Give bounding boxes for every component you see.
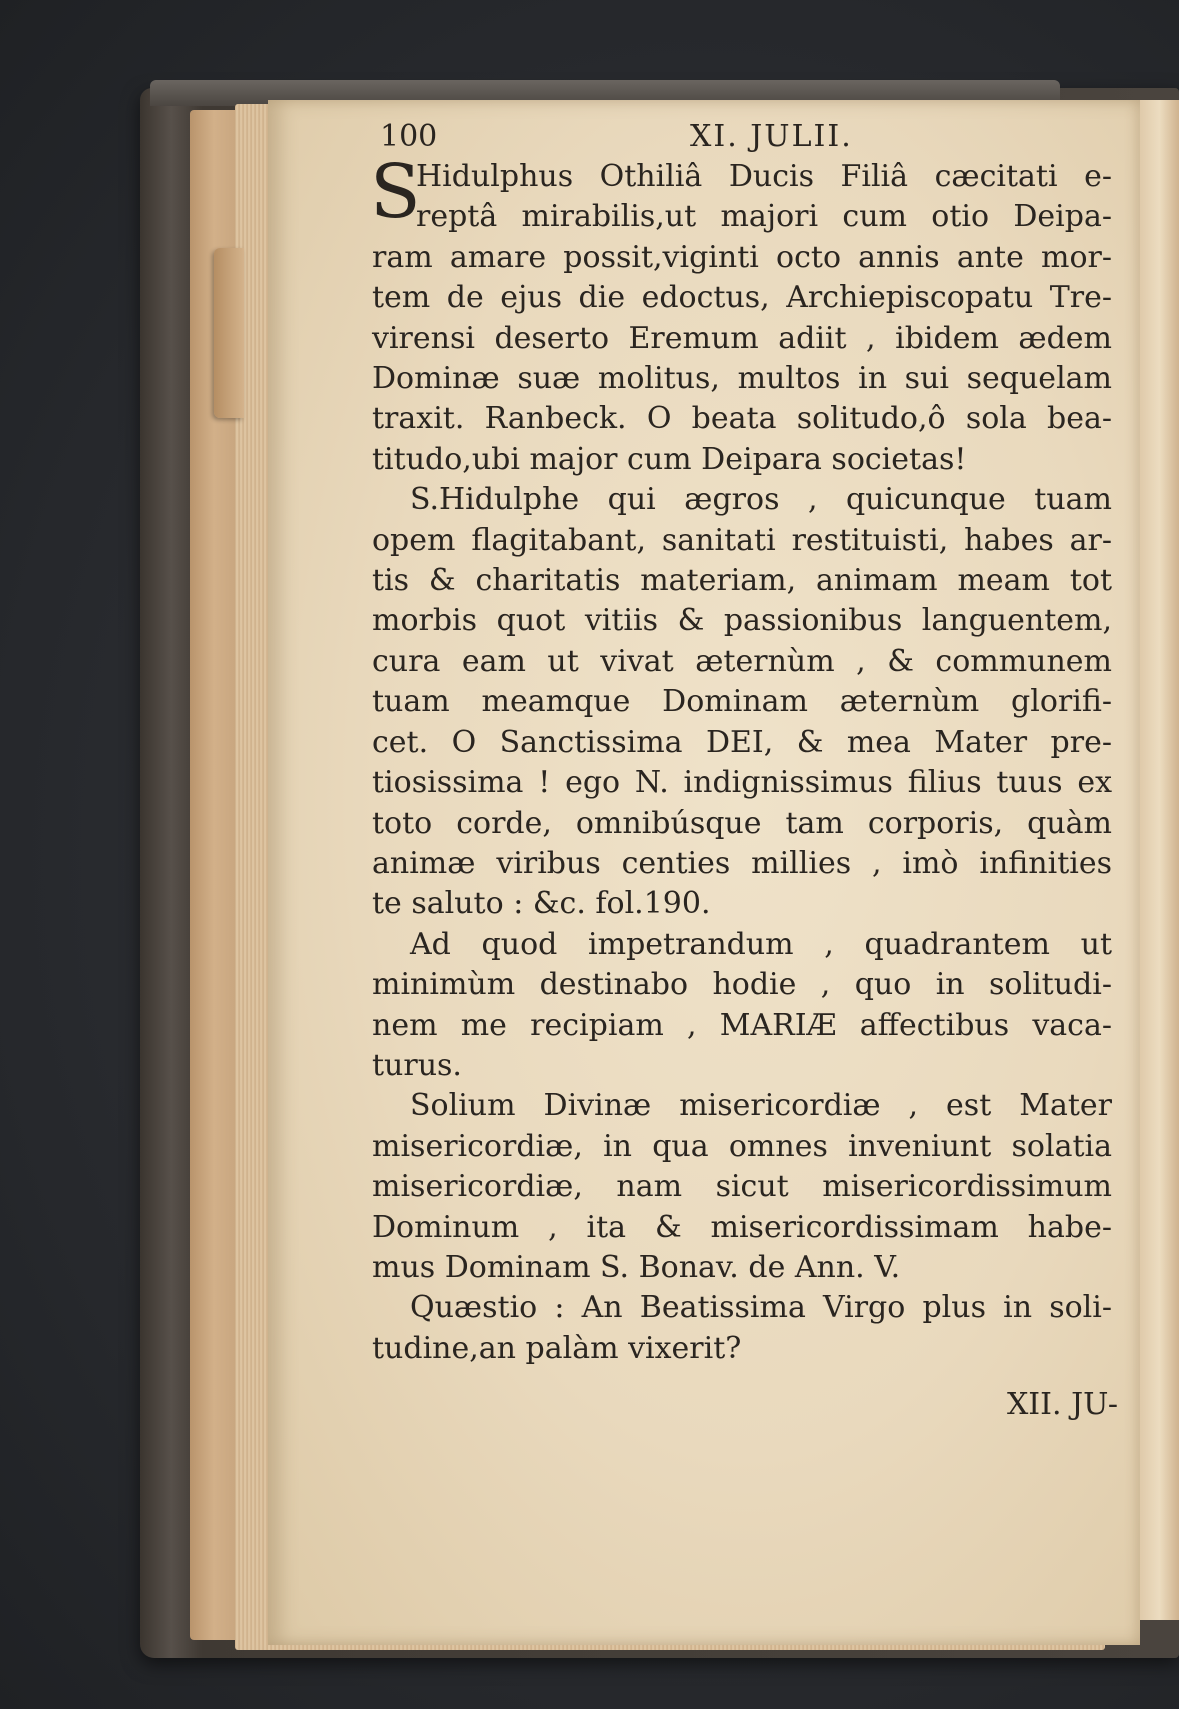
catchword-line (372, 1379, 1118, 1427)
text-line: Quæstio : An Beatissima Virgo plus in soli- (410, 1290, 1112, 1326)
text-line: Solium Divinæ misericordiæ , est Mater (410, 1088, 1112, 1124)
text-line: S.Hidulphe qui ægros , quicunque tuam (410, 482, 1112, 518)
text-line: tis & charitatis materiam, animam meam tot (372, 563, 1112, 599)
text-line: turus. (372, 1047, 462, 1083)
page-header (372, 115, 1112, 157)
text-line: tem de ejus die edoctus, Archiepiscopatu Tre- (372, 280, 1112, 316)
text-line: cet. O Sanctissima DEI, & mea Mater pre- (372, 724, 1112, 760)
text-line: te saluto : &c. fol.190. (372, 886, 711, 922)
text-line: animæ viribus centies millies , imò infinities (372, 845, 1112, 881)
text-line: morbis quot vitiis & passionibus languentem, (372, 603, 1112, 639)
text-line: Dominum , ita & misericordissimam habe- (372, 1209, 1112, 1245)
text-line: minimùm destinabo hodie , quo in solitudi- (372, 967, 1112, 1003)
text-line: mus Dominam S. Bonav. de Ann. V. (372, 1249, 901, 1285)
text-line: tudine,an palàm vixerit? (372, 1330, 742, 1366)
text-line: tiosissima ! ego N. indignissimus filius tuus ex (372, 765, 1112, 801)
page-number: 100 (380, 119, 438, 154)
page-tab-marker (214, 248, 244, 418)
text-line: misericordiæ, in qua omnes inveniunt solatia (372, 1128, 1112, 1164)
text-line: reptâ mirabilis,ut majori cum otio Deipa- (416, 199, 1112, 235)
page-text (370, 115, 1118, 1427)
text-line: opem flagitabant, sanitati restituisti, habes ar- (372, 522, 1112, 558)
text-line: titudo,ubi major cum Deipara societas! (372, 441, 967, 477)
text-line: toto corde, omnibúsque tam corporis, quàm (372, 805, 1112, 841)
paragraph-2 (372, 480, 1112, 924)
paragraph-1 (370, 149, 1112, 480)
text-line: Dominæ suæ molitus, multos in sui sequelam (372, 361, 1112, 397)
paragraph-5 (372, 1288, 1112, 1369)
text-line: nem me recipiam , MARIÆ affectibus vaca- (372, 1007, 1112, 1043)
text-line: misericordiæ, nam sicut misericordissimum (372, 1169, 1112, 1205)
text-line: Hidulphus Othiliâ Ducis Filiâ cæcitati e- (416, 159, 1112, 194)
dropcap-letter: S (370, 149, 421, 235)
text-line: traxit. Ranbeck. O beata solitudo,ô sola bea- (372, 401, 1112, 437)
text-line: cura eam ut vivat æternùm , & communem (372, 643, 1112, 679)
text-line: virensi deserto Eremum adiit , ibidem ædem (372, 320, 1112, 356)
text-line: Ad quod impetrandum , quadrantem ut (410, 926, 1112, 962)
paragraph-3 (372, 925, 1112, 1087)
paragraph-4 (372, 1086, 1112, 1288)
catchword: XII. JU- (1006, 1387, 1118, 1423)
text-line: ram amare possit,viginti octo annis ante mor- (372, 239, 1112, 275)
running-title: XI. JULII. (690, 119, 853, 154)
text-line: tuam meamque Dominam æternùm glorifi- (372, 684, 1112, 720)
